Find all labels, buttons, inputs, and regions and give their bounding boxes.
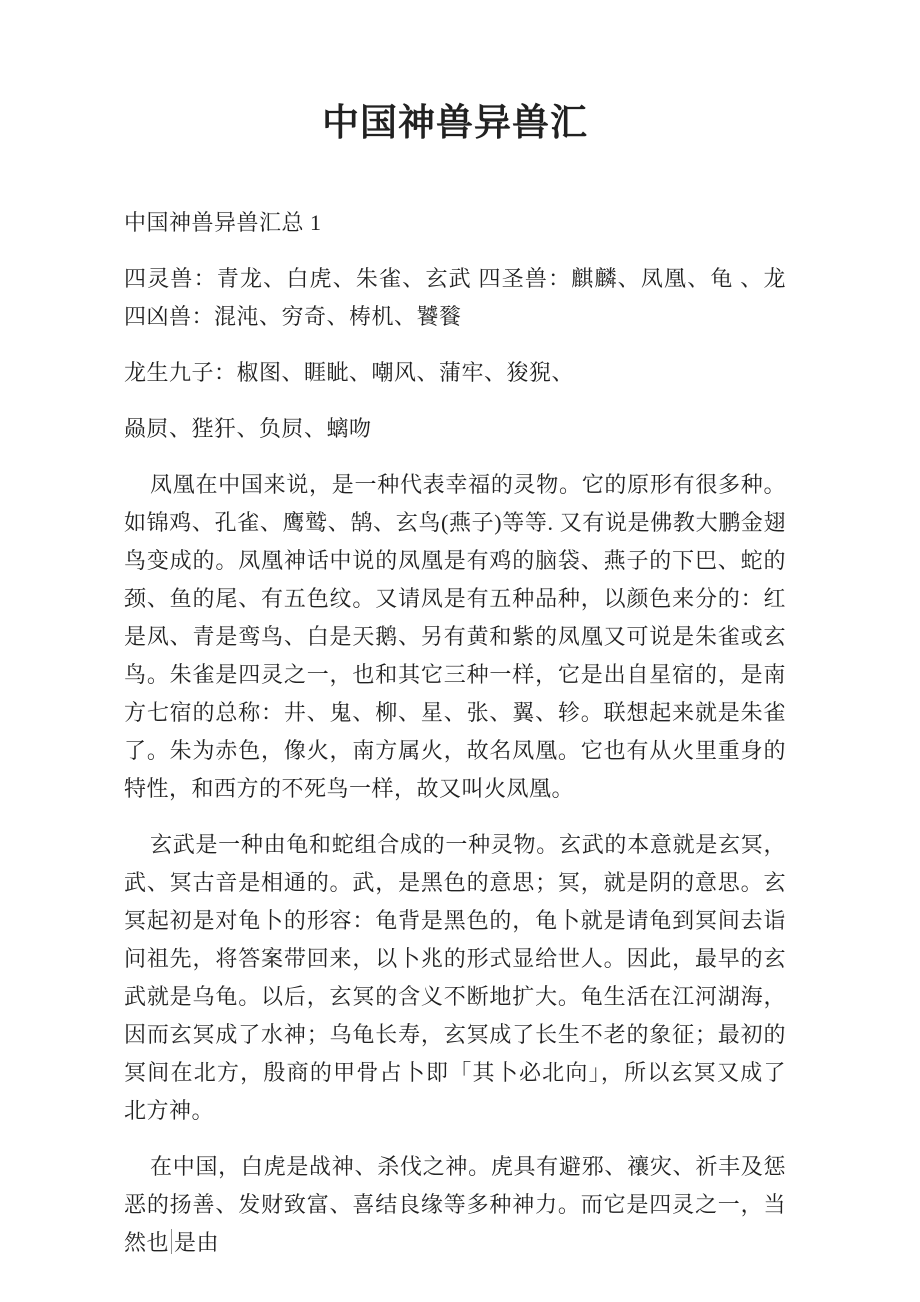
paragraph-phoenix: 凤凰在中国来说，是一种代表幸福的灵物。它的原形有很多种。如锦鸡、孔雀、鹰鹫、鹄、玄鸟(燕子)等等. 又有说是佛教大鹏金翅鸟变成的。凤凰神话中说的凤凰是有鸡的脑袋、燕子的下巴、蛇的颈、鱼的尾、有五色纹。又请凤是有五种品种，以颜色来分的：红是凤、青是鸾鸟、白是天鹅、另有黄和紫的凤凰又可说是朱雀或玄鸟。朱雀是四灵之一，也和其它三种一样，它是出自星宿的，是南方七宿的总称：井、鬼、柳、星、张、翼、轸。联想起来就是朱雀了。朱为赤色，像火，南方属火，故名凤凰。它也有从火里重身的特性，和西方的不死鸟一样，故又叫火凤凰。 [124,472,786,801]
paragraph-white-tiger [124,1148,786,1262]
text-before-cursor: 在中国，白虎是战神、杀伐之神。虎具有避邪、禳灾、祈丰及惩恶的扬善、发财致富、喜结良缘等多种神力。而它是四灵之一，当然也 [124,1154,786,1255]
paragraph-dragon-nine-sons-1: 龙生九子：椒图、睚眦、嘲风、蒲牢、狻猊、 [124,360,575,385]
paragraph-four-beasts: 四灵兽：青龙、白虎、朱雀、玄武 四圣兽：麒麟、凤凰、龟 、龙 四凶兽：混沌、穷奇、梼机、饕餮 [124,266,786,329]
paragraph-summary-heading: 中国神兽异兽汇总 1 [124,210,322,235]
text-cursor [171,1229,172,1254]
document-title: 中国神兽异兽汇 [322,103,588,144]
paragraph-xuanwu: 玄武是一种由龟和蛇组合成的一种灵物。玄武的本意就是玄冥，武、冥古音是相通的。武，是黑色的意思；冥，就是阴的意思。玄冥起初是对龟卜的形容：龟背是黑色的，龟卜就是请龟到冥间去诣问祖先，将答案带回来，以卜兆的形式显给世人。因此，最早的玄武就是乌龟。以后，玄冥的含义不断地扩大。龟生活在江河湖海，因而玄冥成了水神；乌龟长寿，玄冥成了长生不老的象征；最初的冥间在北方，殷商的甲骨占卜即「其卜必北向」，所以玄冥又成了北方神。 [124,832,786,1123]
text-after-cursor: 是由 [174,1230,220,1255]
paragraph-dragon-nine-sons-2: 赑屃、狴犴、负屃、螭吻 [124,416,372,441]
